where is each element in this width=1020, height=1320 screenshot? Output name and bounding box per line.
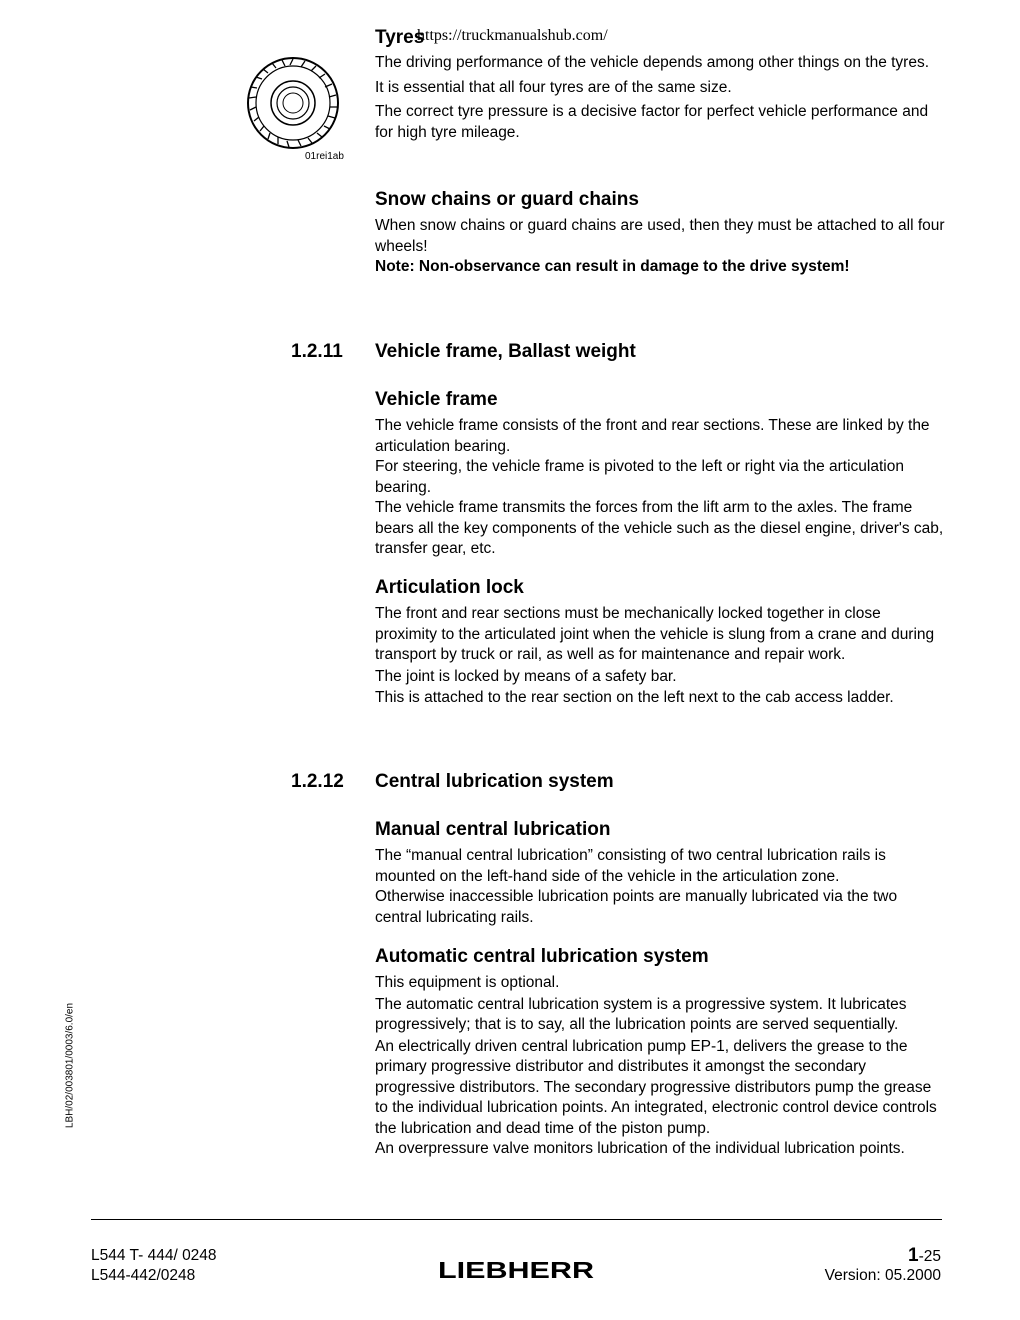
watermark-url[interactable]: https://truckmanualshub.com/ — [417, 27, 608, 44]
auto-section — [375, 945, 945, 1160]
frame-heading: Vehicle frame — [375, 389, 498, 410]
section-number-1211: 1.2.11 — [291, 341, 343, 362]
chains-section — [375, 188, 945, 278]
section-number-1212: 1.2.12 — [291, 771, 344, 792]
chains-note: Note: Non-observance can result in damage to the drive system! — [375, 258, 850, 275]
liebherr-logo — [437, 1258, 595, 1282]
tyres-p2: It is essential that all four tyres are of the same size. — [375, 78, 732, 96]
lock-p1: The front and rear sections must be mechanically locked together in close proximity to the articulated joint when the vehicle is slung from a crane and during transport by truck or rail, as well as for maintenance and repair work. — [375, 605, 935, 663]
frame-section — [375, 388, 945, 560]
lock-heading: Articulation lock — [375, 577, 524, 598]
frame-p1: The vehicle frame consists of the front and rear sections. These are linked by the articulation bearing. — [375, 417, 930, 455]
auto-p3: An electrically driven central lubrication pump EP-1, delivers the grease to the primary progressive distributor and distributes it amongst the secondary progressive distributors. The secondary progressive distributors pump the grease to the individual lubrication points. An integrated, electronic control device controls the lubrication and dead time of the piston pump. — [375, 1037, 937, 1137]
footer-model-2: L544-442/0248 — [91, 1267, 196, 1284]
section-title-1212-text: Central lubrication system — [375, 771, 614, 792]
auto-p2: The automatic central lubrication system is a progressive system. It lubricates progressively; that is to say, all the lubrication points are served sequentially. — [375, 995, 907, 1033]
manual-p2: Otherwise inaccessible lubrication points are manually lubricated via the two central lubricating rails. — [375, 888, 898, 926]
page-num: -25 — [918, 1248, 941, 1265]
footer-page-number — [908, 1246, 941, 1267]
tyres-heading: Tyres — [375, 27, 425, 48]
section-title-1212 — [375, 770, 945, 794]
footer-model-1: L544 T- 444/ 0248 — [91, 1247, 217, 1264]
footer-divider — [91, 1219, 942, 1220]
frame-p2: For steering, the vehicle frame is pivoted to the left or right via the articulation bearing. — [375, 458, 904, 496]
auto-heading: Automatic central lubrication system — [375, 946, 709, 967]
tyre-figure — [245, 55, 355, 165]
frame-p3: The vehicle frame transmits the forces from the lift arm to the axles. The frame bears all the key components of the vehicle such as the diesel engine, driver's cab, transfer gear, etc. — [375, 499, 944, 557]
chains-heading: Snow chains or guard chains — [375, 189, 639, 210]
figure-label: 01rei1ab — [305, 151, 344, 162]
section-title-1211 — [375, 340, 945, 364]
side-document-code: LBH/02/003801/0003/6.0/en — [64, 1002, 76, 1129]
tyres-p3: The correct tyre pressure is a decisive factor for perfect vehicle performance and for high tyre mileage. — [375, 103, 929, 141]
manual-p1: The “manual central lubrication” consisting of two central lubrication rails is mounted on the left-hand side of the vehicle in the articulation zone. — [375, 847, 886, 885]
manual-heading: Manual central lubrication — [375, 819, 611, 840]
logo-text: LIEBHERR — [438, 1258, 595, 1282]
auto-p1: This equipment is optional. — [375, 974, 560, 991]
manual-section — [375, 818, 945, 928]
auto-p4: An overpressure valve monitors lubrication of the individual lubrication points. — [375, 1140, 905, 1157]
chains-p1: When snow chains or guard chains are used, then they must be attached to all four wheels! — [375, 217, 945, 255]
lock-section — [375, 576, 945, 709]
section-title-1211-text: Vehicle frame, Ballast weight — [375, 341, 636, 362]
footer-version: Version: 05.2000 — [824, 1267, 941, 1284]
page-chapter: 1 — [908, 1245, 919, 1266]
lock-p3: This is attached to the rear section on the left next to the cab access ladder. — [375, 689, 894, 706]
tyre-icon — [245, 55, 345, 155]
tyres-p1: The driving performance of the vehicle depends among other things on the tyres. — [375, 54, 930, 71]
lock-p2: The joint is locked by means of a safety bar. — [375, 667, 677, 685]
